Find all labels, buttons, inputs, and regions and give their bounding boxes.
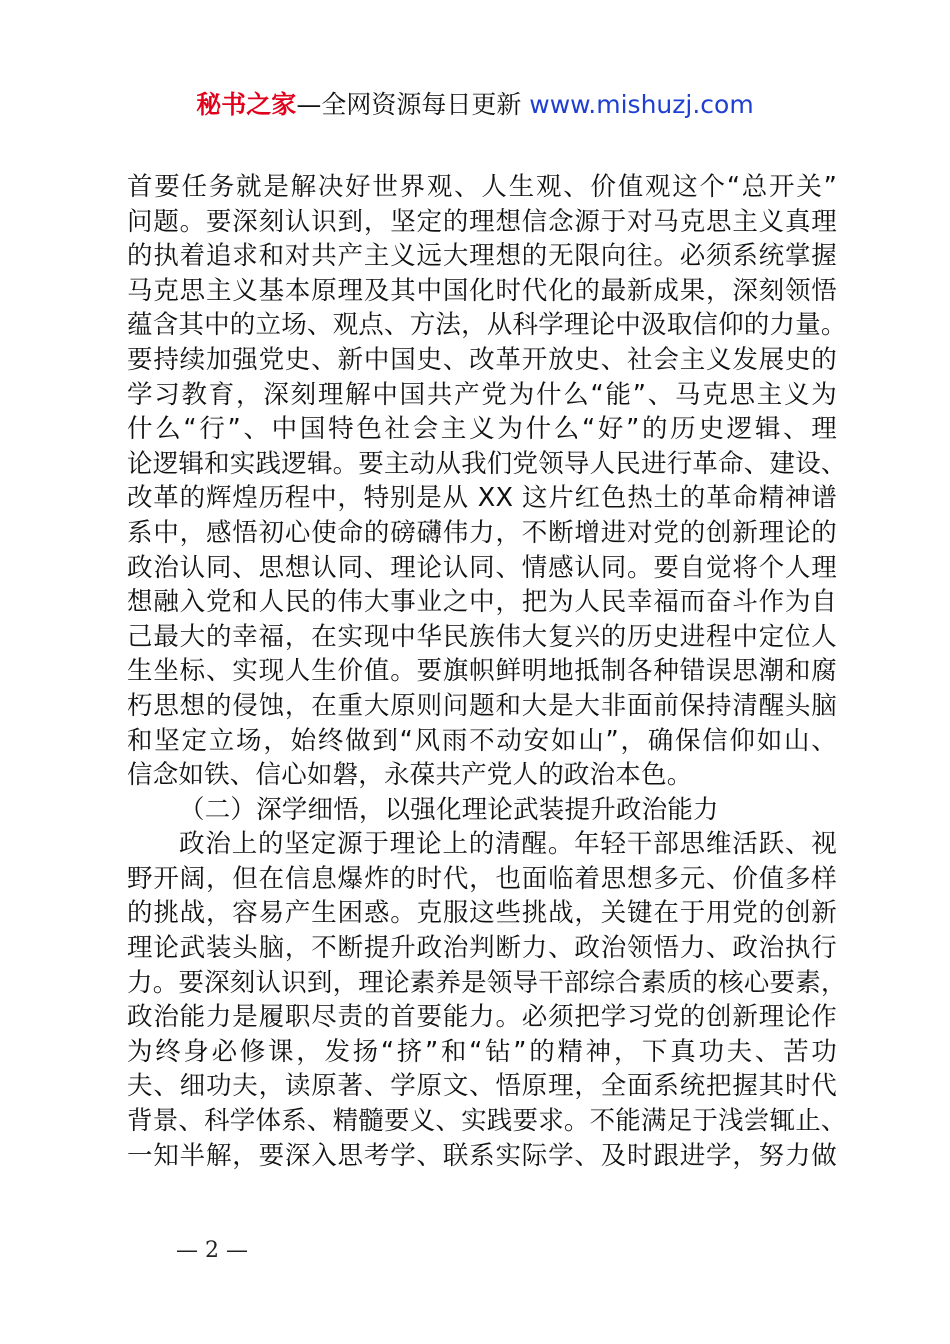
page-number: — 2 — — [176, 1238, 248, 1263]
body-line: 想融入党和人民的伟大事业之中，把为人民幸福而奋斗作为自 — [127, 587, 837, 618]
site-banner — [0, 88, 950, 122]
body-line: 政治能力是履职尽责的首要能力。必须把学习党的创新理论作 — [127, 1002, 837, 1033]
body-line: 要持续加强党史、新中国史、改革开放史、社会主义发展史的 — [127, 344, 837, 375]
body-line: 问题。要深刻认识到，坚定的理想信念源于对马克思主义真理 — [127, 206, 837, 237]
body-line: 信念如铁、信心如磐，永葆共产党人的政治本色。 — [127, 760, 693, 791]
body-line: 马克思主义基本原理及其中国化时代化的最新成果，深刻领悟 — [127, 275, 837, 306]
body-line: 改革的辉煌历程中，特别是从 XX 这片红色热土的革命精神谱 — [127, 483, 837, 514]
document-body — [127, 170, 847, 1173]
body-line: 学习教育，深刻理解中国共产党为什么“能”、马克思主义为 — [127, 379, 837, 410]
site-brand-name: 秘书之家 — [196, 90, 297, 119]
body-line: 力。要深刻认识到，理论素养是领导干部综合素质的核心要素， — [127, 967, 847, 998]
body-line: 系中，感悟初心使命的磅礴伟力，不断增进对党的创新理论的 — [127, 517, 837, 548]
body-line: 和坚定立场，始终做到“风雨不动安如山”，确保信仰如山、 — [127, 725, 837, 756]
body-line: 政治认同、思想认同、理论认同、情感认同。要自觉将个人理 — [127, 552, 837, 583]
body-line: 理论武装头脑，不断提升政治判断力、政治领悟力、政治执行 — [127, 933, 837, 964]
body-line: 的挑战，容易产生困惑。克服这些挑战，关键在于用党的创新 — [127, 898, 837, 929]
body-line: 朽思想的侵蚀，在重大原则问题和大是大非面前保持清醒头脑 — [127, 690, 837, 721]
body-line: 夫、细功夫，读原著、学原文、悟原理，全面系统把握其时代 — [127, 1071, 837, 1102]
body-line: 的执着追求和对共产主义远大理想的无限向往。必须系统掌握 — [127, 241, 837, 272]
body-line: 一知半解，要深入思考学、联系实际学、及时跟进学，努力做 — [127, 1140, 837, 1171]
body-line: 为终身必修课，发扬“挤”和“钻”的精神，下真功夫、苦功 — [127, 1036, 837, 1067]
body-line: 背景、科学体系、精髓要义、实践要求。不能满足于浅尝辄止、 — [127, 1106, 847, 1137]
site-tagline: —全网资源每日更新 — [296, 90, 530, 119]
body-line: 首要任务就是解决好世界观、人生观、价值观这个“总开关” — [127, 172, 837, 202]
body-line: 论逻辑和实践逻辑。要主动从我们党领导人民进行革命、建设、 — [127, 448, 847, 479]
body-line: 什么“行”、中国特色社会主义为什么“好”的历史逻辑、理 — [127, 414, 837, 445]
site-url-link[interactable]: www.mishuzj.com — [529, 90, 754, 119]
body-line: 野开阔，但在信息爆炸的时代，也面临着思想多元、价值多样 — [127, 863, 837, 894]
paragraph-first-line: 政治上的坚定源于理论上的清醒。年轻干部思维活跃、视 — [179, 829, 837, 860]
body-line: 蕴含其中的立场、观点、方法，从科学理论中汲取信仰的力量。 — [127, 310, 847, 341]
body-line: 生坐标、实现人生价值。要旗帜鲜明地抵制各种错误思潮和腐 — [127, 656, 837, 687]
section-heading: （二）深学细悟，以强化理论武装提升政治能力 — [179, 794, 719, 825]
body-line: 己最大的幸福，在实现中华民族伟大复兴的历史进程中定位人 — [127, 621, 837, 652]
